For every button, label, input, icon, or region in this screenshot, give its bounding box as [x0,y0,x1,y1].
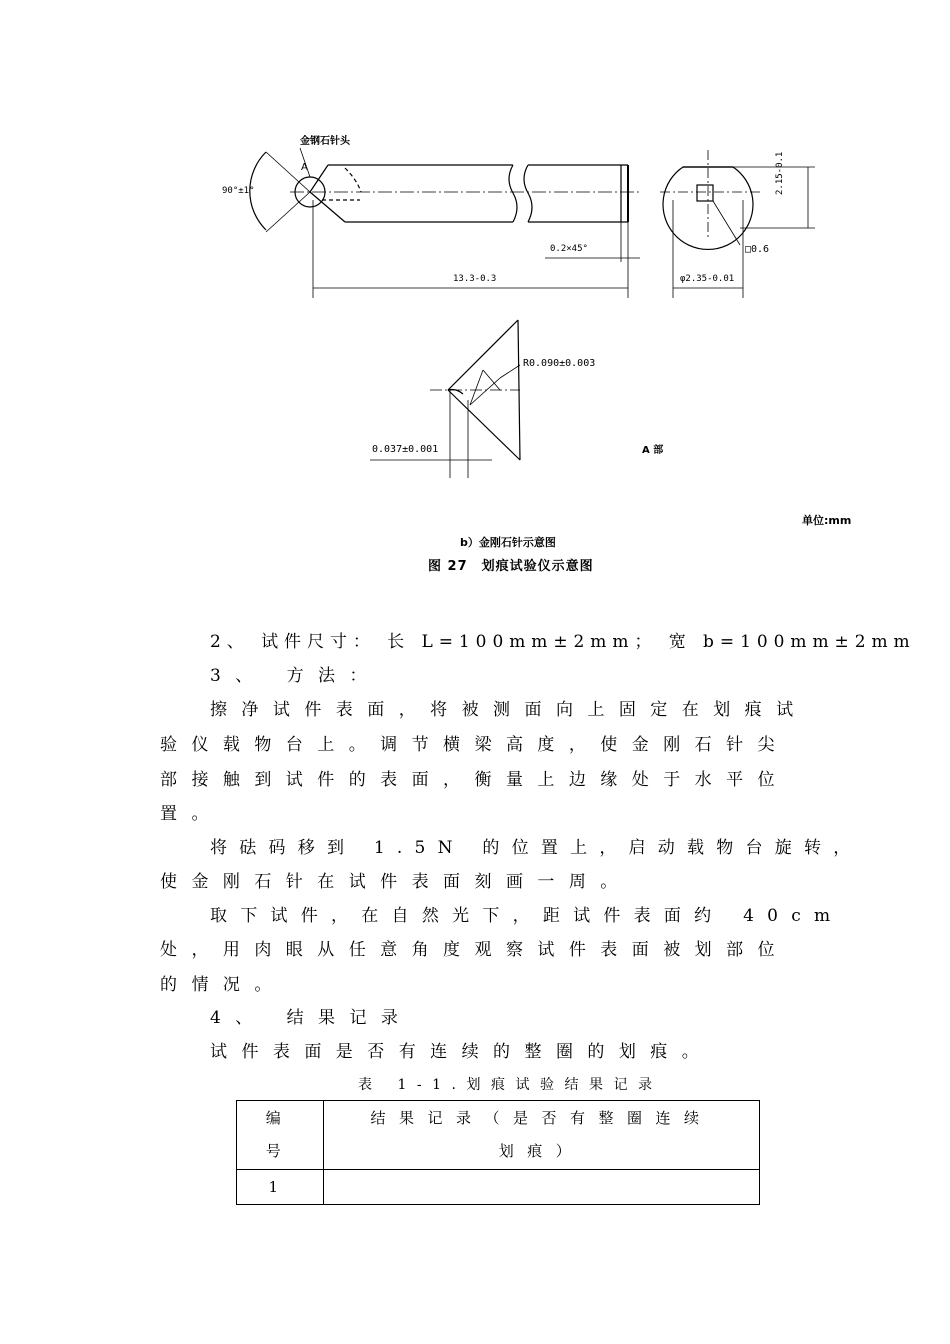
para3-line3: 的情况。 [160,975,286,995]
tip-width-dim: 0.037±0.001 [372,444,439,455]
para1-line2: 验仪载物台上。调节横梁高度，使金刚石针尖 [160,735,789,755]
row-number: 1 [237,1170,324,1205]
para2-line2: 使金刚石针在试件表面刻画一周。 [160,872,632,892]
result-table [236,1100,760,1205]
caption-b: b）金刚石针示意图 [460,536,556,549]
table-caption: 表 1-1.划痕试验结果记录 [358,1077,663,1093]
angle-dim: 90°±1° [222,186,255,196]
para1-line4: 置。 [160,804,223,824]
height-dim: 2.15-0.1 [775,151,785,195]
part-a-label: A 部 [642,445,664,456]
result-heading: 4、 结果记录 [210,1008,413,1028]
chamfer-dim: 0.2×45° [550,244,588,254]
header-number: 编 号 [237,1101,324,1170]
unit-label: 单位:mm [802,514,852,527]
result-text: 试件表面是否有连续的整圈的划痕。 [210,1042,714,1062]
para3-line1: 取下试件，在自然光下，距试件表面约 40cm [210,906,844,926]
radius-dim: R0.090±0.003 [523,358,596,369]
square-dim: □0.6 [745,244,770,255]
diamond-tip-label: 金钢石针头 [300,136,350,147]
para2-line1: 将砝码移到 1.5N 的位置上，启动载物台旋转， [210,838,863,858]
table-row [237,1170,760,1205]
stylus-drawing [0,0,950,600]
header-result: 结果记录（是否有整圈连续 划痕） [324,1101,760,1170]
method-heading: 3、 方法： [210,666,381,686]
para3-line2: 处，用肉眼从任意角度观察试件表面被划部位 [160,940,789,960]
figure-caption: 图 27 划痕试验仪示意图 [428,559,594,574]
row-result[interactable] [324,1170,760,1205]
label-a: A [301,162,308,173]
para1-line1: 擦净试件表面，将被测面向上固定在划痕试 [210,700,808,720]
para1-line3: 部接触到试件的表面，衡量上边缘处于水平位 [160,770,789,790]
length-dim: 13.3-0.3 [453,274,497,284]
diameter-dim: φ2.35-0.01 [680,274,735,284]
sample-size-line: 2、 试件尺寸： 长 L=100mm±2mm； 宽 b=100mm±2mm [210,632,916,652]
